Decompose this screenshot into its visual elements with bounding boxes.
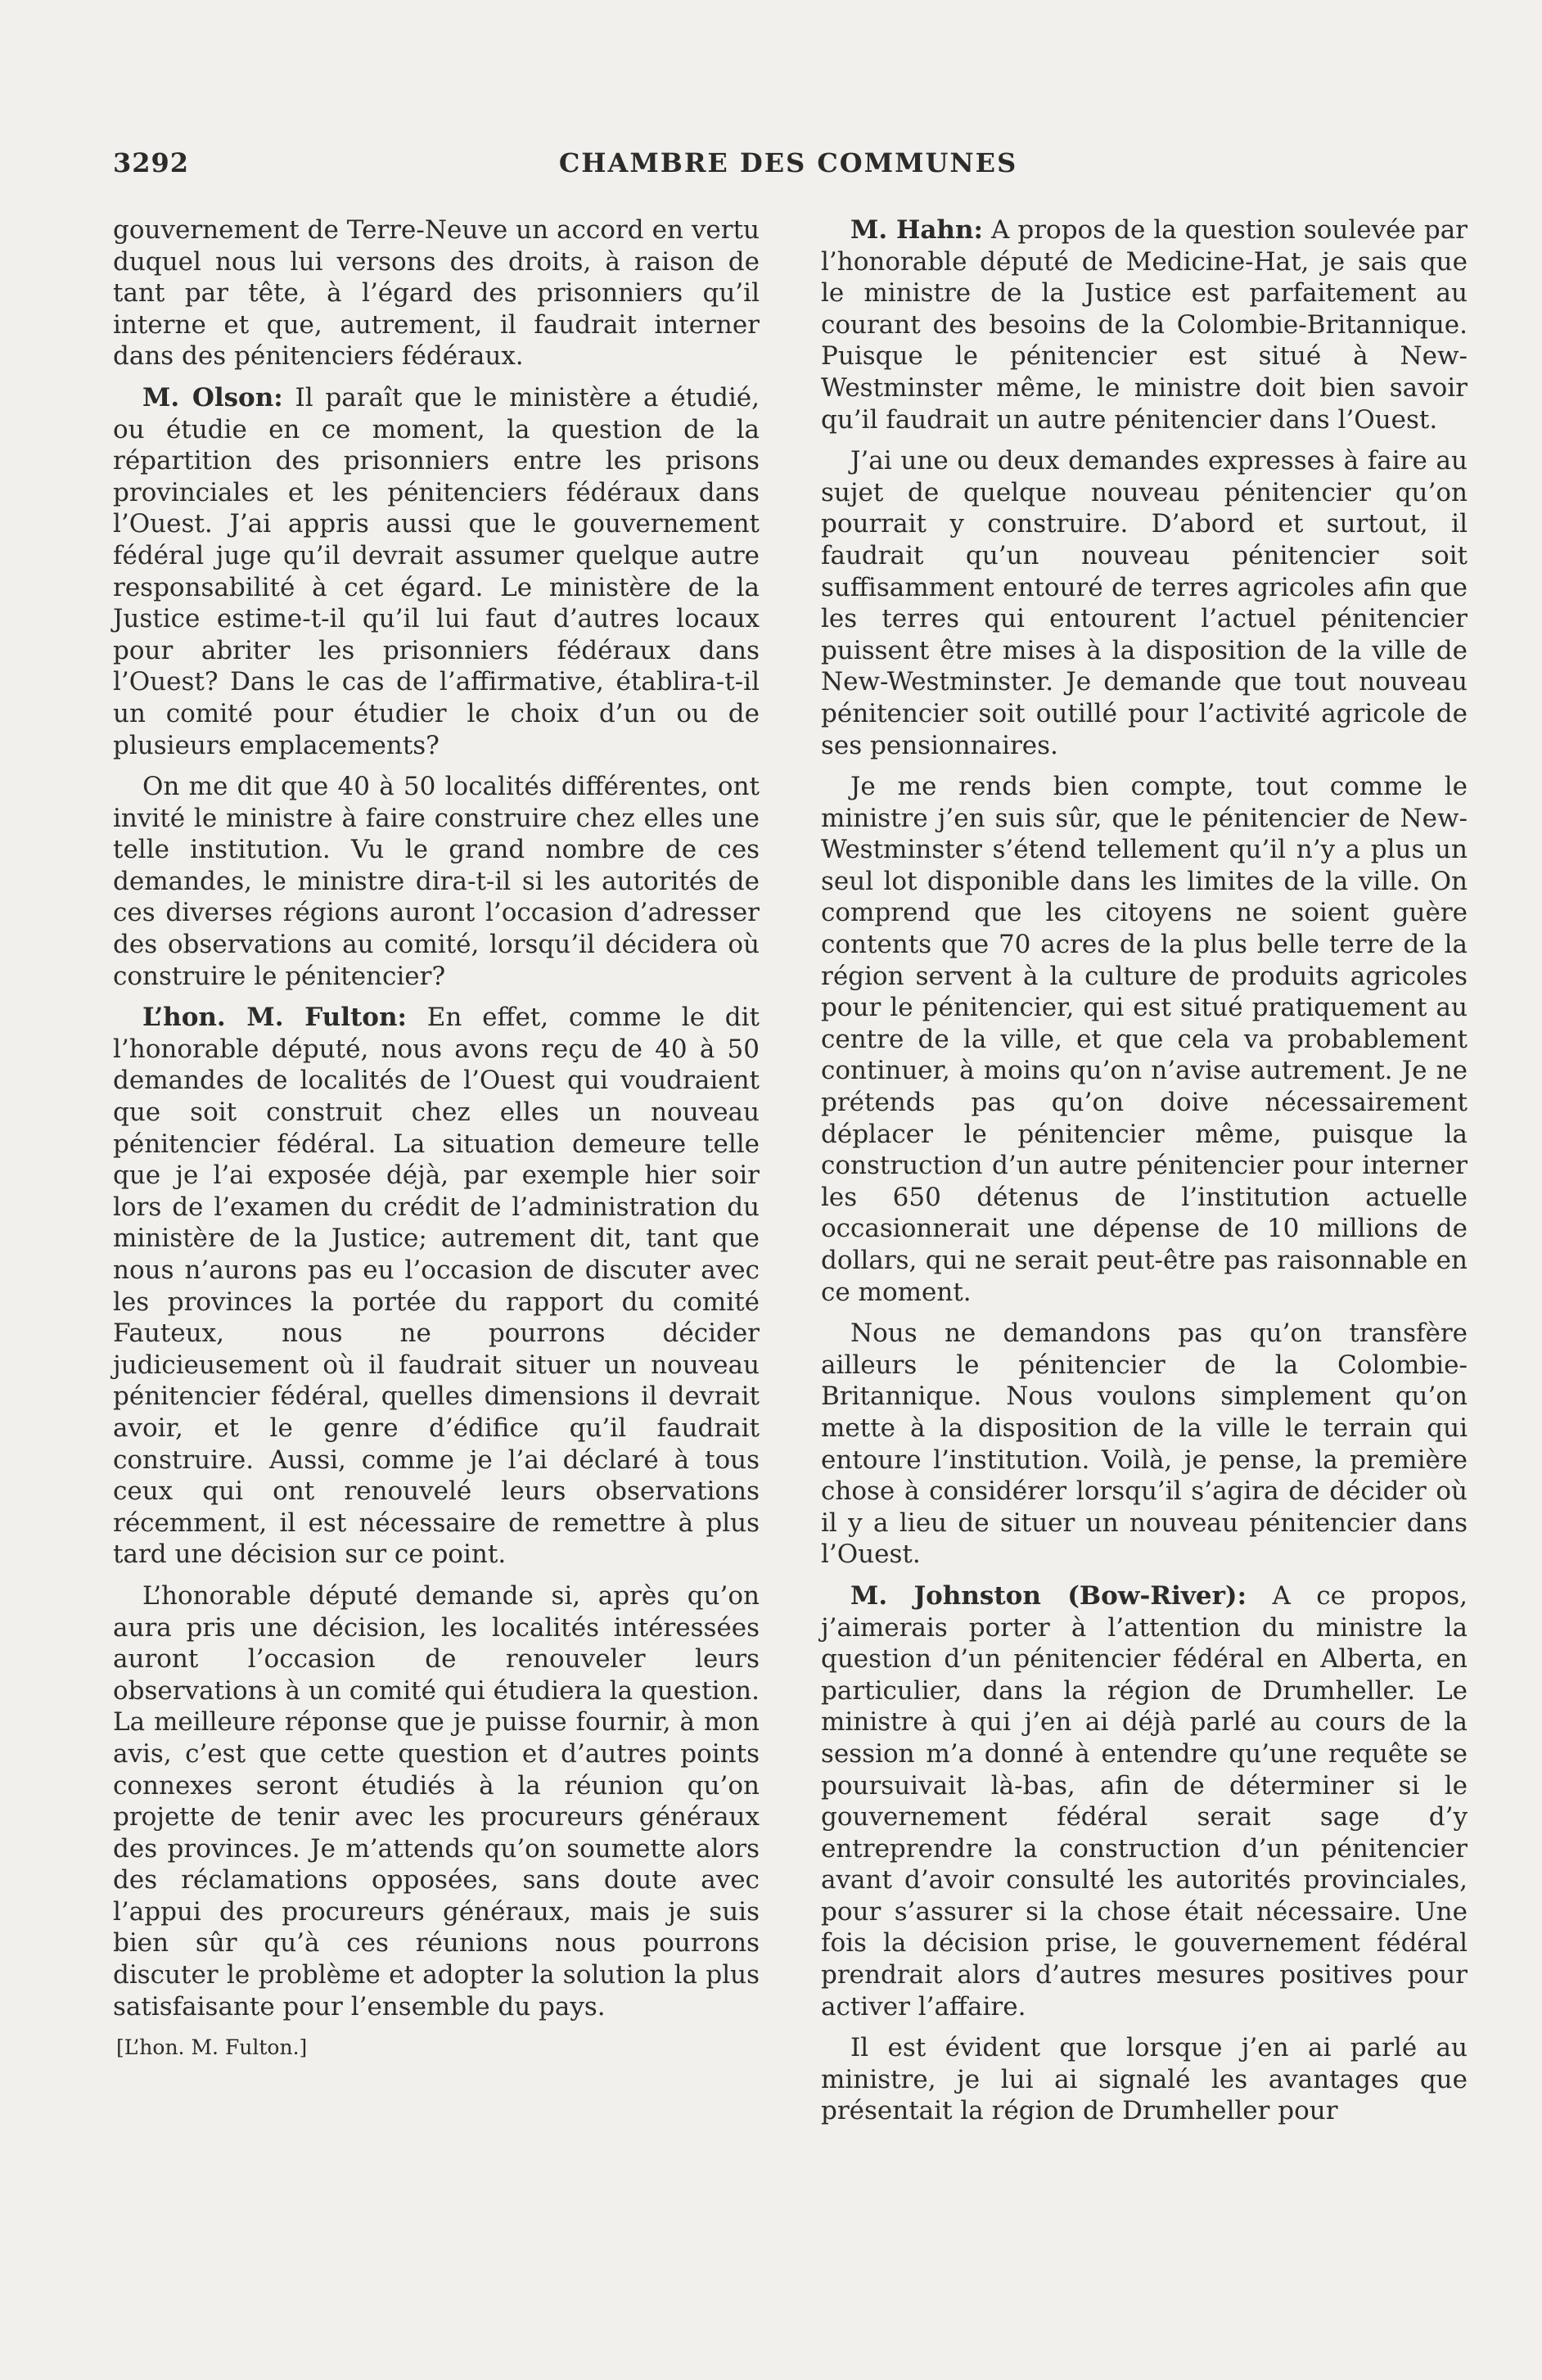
paragraph: J’ai une ou deux demandes expresses à faire au sujet de quelque nouveau pénitencier qu’on pourrait y construire. D’abord et surtout, il faudrait qu’un nouveau pénitencier soit suffisamment entouré de terres agricoles afin que les terres qui entourent l’actuel pénitencier puissent être mises à la disposition de la ville de New-Westminster. Je demande que tout nouveau pénitencier soit outillé pour l’activité agricole de ses pensionnaires.: [821, 446, 1468, 760]
speaker-name: M. Johnston (Bow-River):: [850, 1580, 1247, 1611]
speaker-footnote: [L’hon. M. Fulton.]: [116, 2035, 308, 2060]
paragraph: On me dit que 40 à 50 localités différentes, ont invité le ministre à faire construire chez elles une telle institution. Vu le grand nombre de ces demandes, le ministre dira-t-il si les autorités de ces diverses régions auront l’occasion d’adresser des observations au comité, lorsqu’il décidera où construire le pénitencier?: [113, 772, 760, 991]
paragraph: Nous ne demandons pas qu’on transfère ailleurs le pénitencier de la Colombie-Britannique. Nous voulons simplement qu’on mette à la disposition de la ville le terrain qui entoure l’institution. Voilà, je pense, la première chose à considérer lorsqu’il s’agira de décider où il y a lieu de situer un nouveau pénitencier dans l’Ouest.: [821, 1318, 1468, 1570]
paragraph: [821, 1580, 1468, 2022]
right-column: [821, 214, 1468, 2137]
speech-text: A ce propos, j’aimerais porter à l’attention du ministre la question d’un pénitencier fédéral en Alberta, en particulier, dans la région de Drumheller. Le ministre à qui j’en ai déjà parlé au cours de la session m’a donné à entendre qu’une requête se poursuivait là-bas, afin de déterminer si le gouvernement fédéral serait sage d’y entreprendre la construction d’un pénitencier avant d’avoir consulté les autorités provinciales, pour s’assurer si la chose était nécessaire. Une fois la décision prise, le gouvernement fédéral prendrait alors d’autres mesures positives pour activer l’affaire.: [821, 1580, 1468, 2022]
speech-text: En effet, comme le dit l’honorable député, nous avons reçu de 40 à 50 demandes de localités de l’Ouest qui voudraient que soit construit chez elles un nouveau pénitencier fédéral. La situation demeure telle que je l’ai exposée déjà, par exemple hier soir lors de l’examen du crédit de l’administration du ministère de la Justice; autrement dit, tant que nous n’aurons pas eu l’occasion de discuter avec les provinces la portée du rapport du comité Fauteux, nous ne pourrons décider judicieusement où il faudrait situer un nouveau pénitencier fédéral, quelles dimensions il devrait avoir, et le genre d’édifice qu’il faudrait construire. Aussi, comme je l’ai déclaré à tous ceux qui ont renouvelé leurs observations récemment, il est nécessaire de remettre à plus tard une décision sur ce point.: [113, 1003, 760, 1570]
paragraph: [113, 382, 760, 761]
paragraph: gouvernement de Terre-Neuve un accord en vertu duquel nous lui versons des droits, à raison de tant par tête, à l’égard des prisonniers qu’il interne et que, autrement, il faudrait interner dans des pénitenciers fédéraux.: [113, 215, 760, 372]
speaker-name: M. Olson:: [142, 382, 283, 412]
paragraph: Il est évident que lorsque j’en ai parlé au ministre, je lui ai signalé les avantages que présentait la région de Drumheller pour: [821, 2033, 1468, 2126]
page-header: [113, 147, 1463, 196]
speech-text: A propos de la question soulevée par l’honorable député de Medicine-Hat, je sais que le ministre de la Justice est parfaitement au courant des besoins de la Colombie-Britannique. Puisque le pénitencier est situé à New-Westminster même, le ministre doit bien savoir qu’il faudrait un autre pénitencier dans l’Ouest.: [821, 215, 1468, 435]
left-column: [113, 214, 760, 2074]
paragraph: Je me rends bien compte, tout comme le ministre j’en suis sûr, que le pénitencier de New-Westminster s’étend tellement qu’il n’y a plus un seul lot disponible dans les limites de la ville. On comprend que les citoyens ne soient guère contents que 70 acres de la plus belle terre de la région servent à la culture de produits agricoles pour le pénitencier, qui est situé pratiquement au centre de la ville, et que cela va probablement continuer, à moins qu’on n’avise autrement. Je ne prétends pas qu’on doive nécessairement déplacer le pénitencier même, puisque la construction d’un autre pénitencier pour interner les 650 détenus de l’institution actuelle occasionnerait une dépense de 10 millions de dollars, qui ne serait peut-être pas raisonnable en ce moment.: [821, 772, 1468, 1307]
speaker-name: M. Hahn:: [850, 215, 983, 245]
paragraph: [113, 1002, 760, 1571]
speaker-name: L’hon. M. Fulton:: [142, 1003, 407, 1033]
running-title: CHAMBRE DES COMMUNES: [558, 147, 1018, 178]
paragraph: [821, 214, 1468, 435]
page-number: 3292: [113, 147, 190, 178]
speech-text: Il paraît que le ministère a étudié, ou étudie en ce moment, la question de la répartition des prisonniers entre les prisons provinciales et les pénitenciers fédéraux dans l’Ouest. J’ai appris aussi que le gouvernement fédéral juge qu’il devrait assumer quelque autre responsabilité à cet égard. Le ministère de la Justice estime-t-il qu’il lui faut d’autres locaux pour abriter les prisonniers fédéraux dans l’Ouest? Dans le cas de l’affirmative, établira-t-il un comité pour étudier le choix d’un ou de plusieurs emplacements?: [113, 382, 760, 760]
paragraph: L’honorable député demande si, après qu’on aura pris une décision, les localités intéressées auront l’occasion de renouveler leurs observations à un comité qui étudiera la question. La meilleure réponse que je puisse fournir, à mon avis, c’est que cette question et d’autres points connexes seront étudiés à la réunion qu’on projette de tenir avec les procureurs généraux des provinces. Je m’attends qu’on soumette alors des réclamations opposées, sans doute avec l’appui des procureurs généraux, mais je suis bien sûr qu’à ces réunions nous pourrons discuter le problème et adopter la solution la plus satisfaisante pour l’ensemble du pays.: [113, 1580, 760, 2022]
